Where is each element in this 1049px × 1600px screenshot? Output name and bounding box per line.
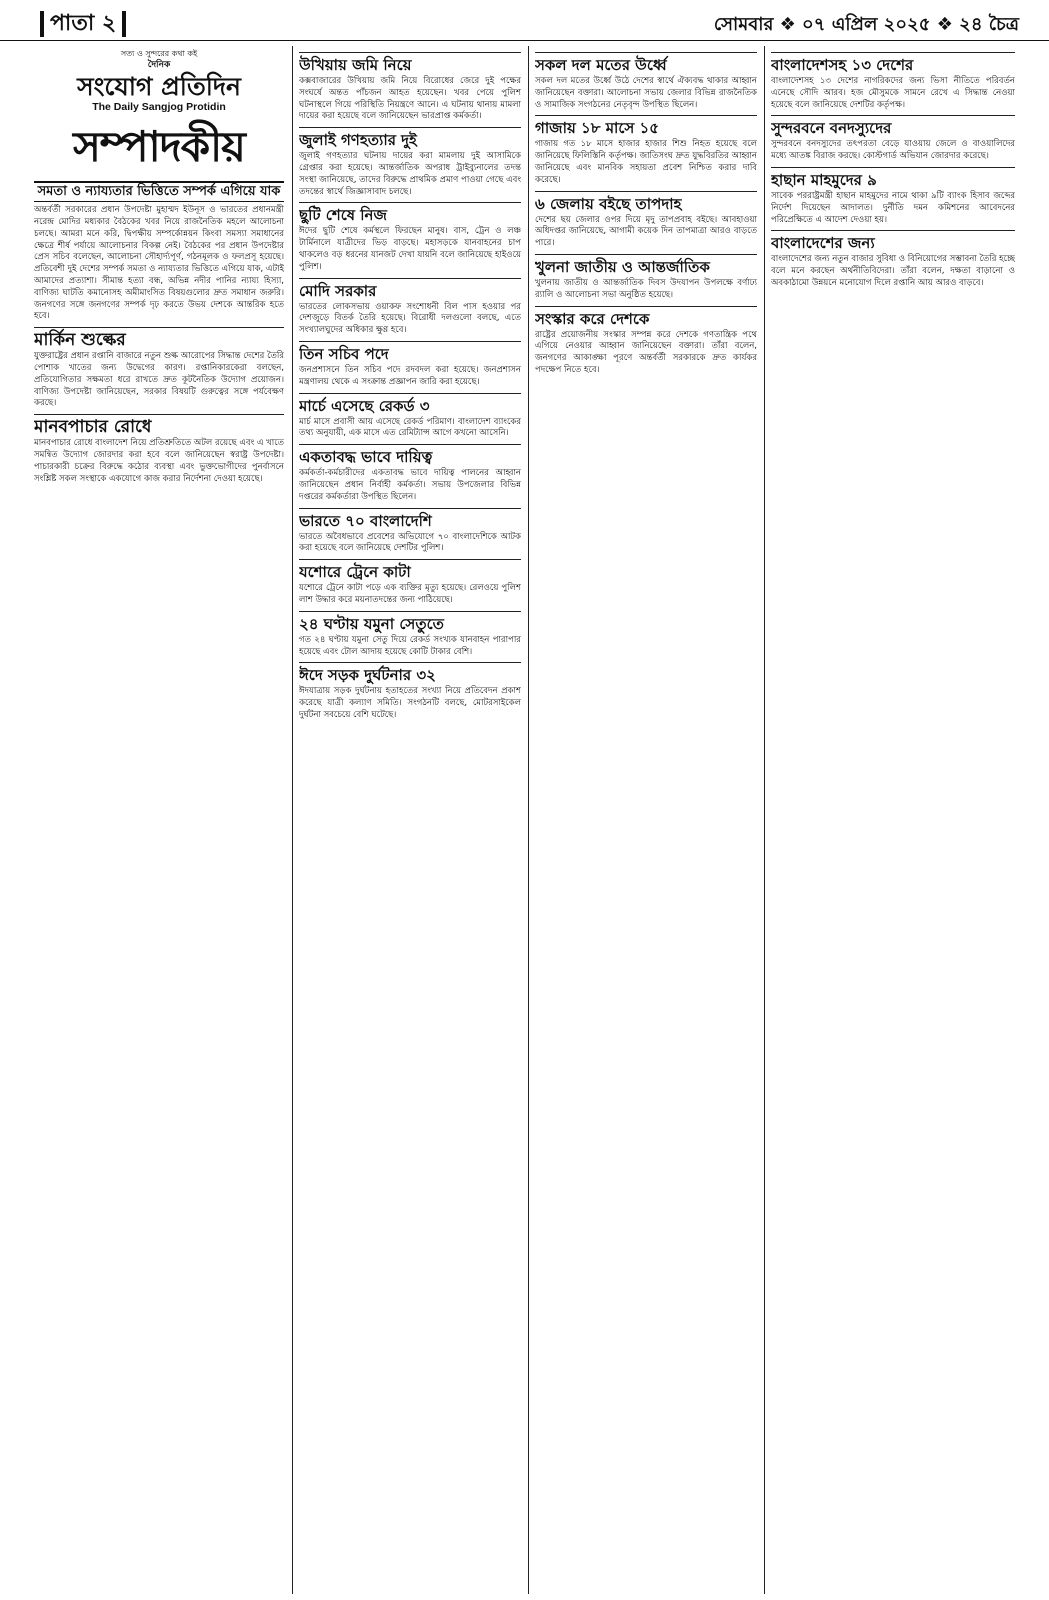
column-divider [292, 46, 293, 1594]
article-headline: সুন্দরবনে বনদস্যুদের [771, 115, 1015, 137]
article-headline: ছুটি শেষে নিজ [299, 202, 521, 224]
article-headline: বাংলাদেশসহ ১৩ দেশের [771, 52, 1015, 74]
column-2 [299, 48, 521, 1593]
article-body: যুক্তরাষ্ট্রের প্রধান রপ্তানি বাজারে নতুন শুল্ক আরোপের সিদ্ধান্ত দেশের তৈরি পোশাক খাতের জন্য উদ্বেগের কারণ। রপ্তানিকারকেরা বলছেন, প্রতিযোগিতার সক্ষমতা ধরে রাখতে দ্রুত কূটনৈতিক উদ্যোগ প্রয়োজন। বাণিজ্য উপদেষ্টা জানিয়েছেন, সরকার বিষয়টি গুরুত্বের সঙ্গে পর্যবেক্ষণ করছে। [34, 351, 284, 409]
article-headline: জুলাই গণহত্যার দুই [299, 127, 521, 149]
article-headline: মার্কিন শুল্কের [34, 327, 284, 349]
article-headline: একতাবদ্ধ ভাবে দায়িত্ব [299, 444, 521, 466]
article-headline: সকল দল মতের উর্ধ্বে [535, 52, 757, 74]
article-body: বাংলাদেশসহ ১৩ দেশের নাগরিকদের জন্য ভিসা নীতিতে পরিবর্তন এনেছে সৌদি আরব। হজ মৌসুমকে সামনে রেখে এ সিদ্ধান্ত নেওয়া হয়েছে বলে জানিয়েছে দেশটির কর্তৃপক্ষ। [771, 76, 1015, 110]
article-body: খুলনায় জাতীয় ও আন্তর্জাতিক দিবস উদযাপন উপলক্ষে বর্ণাঢ্য র‍্যালি ও আলোচনা সভা অনুষ্ঠিত হয়েছে। [535, 277, 757, 300]
article-body: বাংলাদেশের জন্য নতুন বাজার সুবিধা ও বিনিয়োগের সম্ভাবনা তৈরি হচ্ছে বলে মনে করছেন অর্থনীতিবিদেরা। তাঁরা বলেন, দক্ষতা বাড়ানো ও অবকাঠামো উন্নয়নে মনোযোগ দিলে রপ্তানি আয় আরও বাড়বে। [771, 254, 1015, 288]
article-body: কর্মকর্তা-কর্মচারীদের একতাবদ্ধ ভাবে দায়িত্ব পালনের আহ্বান জানিয়েছেন প্রধান নির্বাহী কর্মকর্তা। সভায় উপজেলার বিভিন্ন দপ্তরের কর্মকর্তারা উপস্থিত ছিলেন। [299, 468, 521, 502]
article-headline: সংস্কার করে দেশকে [535, 306, 757, 328]
article-body: সকল দল মতের উর্ধ্বে উঠে দেশের স্বার্থে ঐক্যবদ্ধ থাকার আহ্বান জানিয়েছেন বক্তারা। আলোচনা সভায় জেলার বিভিন্ন রাজনৈতিক ও সামাজিক সংগঠনের নেতৃবৃন্দ উপস্থিত ছিলেন। [535, 76, 757, 110]
masthead-title: সংযোগ প্রতিদিন [77, 71, 241, 101]
article-body: ঈদযাত্রায় সড়ক দুর্ঘটনায় হতাহতের সংখ্যা নিয়ে প্রতিবেদন প্রকাশ করেছে যাত্রী কল্যাণ সমিতি। সংগঠনটি বলছে, মোটরসাইকেল দুর্ঘটনা সবচেয়ে বেশি ঘটেছে। [299, 686, 521, 720]
page-number-bar [40, 11, 44, 37]
editorial-section-title: সম্পাদকীয় [73, 122, 245, 172]
article-body: জনপ্রশাসনে তিন সচিব পদে রদবদল করা হয়েছে। জনপ্রশাসন মন্ত্রণালয় থেকে এ সংক্রান্ত প্রজ্ঞাপন জারি করা হয়েছে। [299, 364, 521, 387]
article-body: গাজায় গত ১৮ মাসে হাজার হাজার শিশু নিহত হয়েছে বলে জানিয়েছে ফিলিস্তিনি কর্তৃপক্ষ। জাতিসংঘ দ্রুত যুদ্ধবিরতির আহ্বান জানিয়েছে এবং মানবিক সহায়তা প্রবেশ নিশ্চিত করার দাবি করেছে। [535, 139, 757, 185]
editorial-body: অন্তর্বর্তী সরকারের প্রধান উপদেষ্টা মুহাম্মদ ইউনূস ও ভারতের প্রধানমন্ত্রী নরেন্দ্র মোদির মধ্যকার বৈঠকের খবর নিয়ে রাজনৈতিক মহলে আলোচনা চলছে। আমরা মনে করি, দ্বিপক্ষীয় সম্পর্কোন্নয়ন কিংবা সমস্যা সমাধানের ক্ষেত্রে শীর্ষ পর্যায়ে আলোচনার বিকল্প নেই। বৈঠকের পর প্রধান উপদেষ্টার প্রেস সচিব বলেছেন, আলোচনা সৌহার্দ্যপূর্ণ, গঠনমূলক ও ফলপ্রসূ হয়েছে। প্রতিবেশী দুই দেশের সম্পর্ক সমতা ও ন্যায্যতার ভিত্তিতে এগিয়ে যাক, এটাই আমাদের প্রত্যাশা। সীমান্ত হত্যা বন্ধ, অভিন্ন নদীর পানির ন্যায্য হিস্যা, বাণিজ্য ঘাটতি কমানোসহ অমীমাংসিত বিষয়গুলোর দ্রুত সমাধান জরুরি। জনগণের সঙ্গে জনগণের সম্পর্ক দৃঢ় করতে উভয় দেশকে আন্তরিক হতে হবে। [34, 205, 284, 322]
article-headline: ৬ জেলায় বইছে তাপদাহ [535, 191, 757, 213]
masthead-tagline: সত্য ও সুন্দরের কথা কই [120, 49, 198, 58]
article-body: জুলাই গণহত্যার ঘটনায় দায়ের করা মামলায় দুই আসামিকে গ্রেপ্তার করা হয়েছে। আন্তর্জাতিক অপরাধ ট্রাইব্যুনালের তদন্ত সংস্থা জানিয়েছে, তাদের বিরুদ্ধে প্রাথমিক প্রমাণ পাওয়া গেছে এবং তদন্তের স্বার্থে জিজ্ঞাসাবাদ চলছে। [299, 151, 521, 197]
masthead-english-title: The Daily Sangjog Protidin [92, 100, 226, 113]
article-headline: হাছান মাহমুদের ৯ [771, 167, 1015, 189]
article-body: ঈদের ছুটি শেষে কর্মস্থলে ফিরছেন মানুষ। বাস, ট্রেন ও লঞ্চ টার্মিনালে যাত্রীদের ভিড় বাড়ছে। মহাসড়কে যানবাহনের চাপ থাকলেও বড় ধরনের যানজট দেখা যায়নি বলে জানিয়েছে হাইওয়ে পুলিশ। [299, 226, 521, 272]
article-headline: মার্চে এসেছে রেকর্ড ৩ [299, 393, 521, 415]
article-headline: বাংলাদেশের জন্য [771, 230, 1015, 252]
column-divider [764, 46, 765, 1594]
article-body: সুন্দরবনে বনদস্যুদের তৎপরতা বেড়ে যাওয়ায় জেলে ও বাওয়ালিদের মধ্যে আতঙ্ক বিরাজ করছে। কোস্টগার্ড অভিযান জোরদার করেছে। [771, 139, 1015, 162]
article-body: মার্চ মাসে প্রবাসী আয় এসেছে রেকর্ড পরিমাণ। বাংলাদেশ ব্যাংকের তথ্য অনুযায়ী, এক মাসে এত রেমিট্যান্স আগে কখনো আসেনি। [299, 416, 521, 439]
article-body: কক্সবাজারের উখিয়ায় জমি নিয়ে বিরোধের জেরে দুই পক্ষের সংঘর্ষে অন্তত পাঁচজন আহত হয়েছেন। খবর পেয়ে পুলিশ ঘটনাস্থলে গিয়ে পরিস্থিতি নিয়ন্ত্রণে আনে। এ ঘটনায় থানায় মামলা দায়ের করা হয়েছে বলে জানিয়েছেন ভারপ্রাপ্ত কর্মকর্তা। [299, 76, 521, 122]
column-4 [771, 48, 1015, 1593]
column-divider [528, 46, 529, 1594]
article-headline: ভারতে ৭০ বাংলাদেশি [299, 508, 521, 530]
article-headline: যশোরে ট্রেনে কাটা [299, 559, 521, 581]
editorial-headline: সমতা ও ন্যায্যতার ভিত্তিতে সম্পর্ক এগিয়ে যাক [34, 181, 284, 202]
article-headline: মানবপাচার রোধে [34, 414, 284, 436]
article-body: ভারতের লোকসভায় ওয়াকফ সংশোধনী বিল পাস হওয়ার পর দেশজুড়ে বিতর্ক তৈরি হয়েছে। বিরোধী দলগুলো বলছে, এতে সংখ্যালঘুদের অধিকার ক্ষুণ্ণ হবে। [299, 301, 521, 336]
article-headline: গাজায় ১৮ মাসে ১৫ [535, 115, 757, 137]
article-headline: ঈদে সড়ক দুর্ঘটনার ৩২ [299, 662, 521, 684]
article-body: সাবেক পররাষ্ট্রমন্ত্রী হাছান মাহমুদের নামে থাকা ৯টি ব্যাংক হিসাব জব্দের নির্দেশ দিয়েছেন আদালত। দুর্নীতি দমন কমিশনের আবেদনের পরিপ্রেক্ষিতে এ আদেশ দেওয়া হয়। [771, 190, 1015, 225]
article-body: মানবপাচার রোধে বাংলাদেশ নিয়ে প্রতিশ্রুতিতে অটল রয়েছে এবং এ খাতে সমন্বিত উদ্যোগ জোরদার করা হবে বলে জানিয়েছেন স্বরাষ্ট্র উপদেষ্টা। পাচারকারী চক্রের বিরুদ্ধে কঠোর ব্যবস্থা এবং ভুক্তভোগীদের পুনর্বাসনে সংশ্লিষ্ট সকল সংস্থাকে একযোগে কাজ করার নির্দেশনা দেওয়া হয়েছে। [34, 438, 284, 484]
article-headline: খুলনা জাতীয় ও আন্তর্জাতিক [535, 254, 757, 276]
article-body: রাষ্ট্রের প্রয়োজনীয় সংস্কার সম্পন্ন করে দেশকে গণতান্ত্রিক পথে এগিয়ে নেওয়ার আহ্বান জানিয়েছেন বক্তারা। তাঁরা বলেন, জনগণের আকাঙ্ক্ষা পূরণে অন্তর্বর্তী সরকারকে দ্রুত কার্যকর পদক্ষেপ নিতে হবে। [535, 329, 757, 375]
article-body: যশোরে ট্রেনে কাটা পড়ে এক ব্যক্তির মৃত্যু হয়েছে। রেলওয়ে পুলিশ লাশ উদ্ধার করে ময়নাতদন্তের জন্য পাঠিয়েছে। [299, 583, 521, 605]
column-3 [535, 48, 757, 1593]
column-1 [34, 48, 284, 1593]
article-headline: তিন সচিব পদে [299, 341, 521, 363]
page-header [0, 0, 1049, 41]
date-line: সোমবার ❖ ০৭ এপ্রিল ২০২৫ ❖ ২৪ চৈত্র [713, 14, 1019, 35]
page-number-text: পাতা ২ [50, 11, 117, 36]
article-headline: মোদি সরকার [299, 278, 521, 300]
page-number [34, 6, 132, 43]
article-body: গত ২৪ ঘণ্টায় যমুনা সেতু দিয়ে রেকর্ড সংখ্যক যানবাহন পারাপার হয়েছে এবং টোল আদায় হয়েছে কোটি টাকার বেশি। [299, 634, 521, 657]
masthead [34, 48, 284, 113]
article-body: দেশের ছয় জেলার ওপর দিয়ে মৃদু তাপপ্রবাহ বইছে। আবহাওয়া অধিদপ্তর জানিয়েছে, আগামী কয়েক দিন তাপমাত্রা আরও বাড়তে পারে। [535, 214, 757, 249]
article-headline: উখিয়ায় জমি নিয়ে [299, 52, 521, 74]
page-number-bar [122, 11, 126, 37]
article-headline: ২৪ ঘণ্টায় যমুনা সেতুতে [299, 611, 521, 633]
article-body: ভারতে অবৈধভাবে প্রবেশের অভিযোগে ৭০ বাংলাদেশিকে আটক করা হয়েছে বলে জানিয়েছে দেশটির পুলিশ। [299, 531, 521, 554]
masthead-daily: দৈনিক [147, 59, 171, 70]
